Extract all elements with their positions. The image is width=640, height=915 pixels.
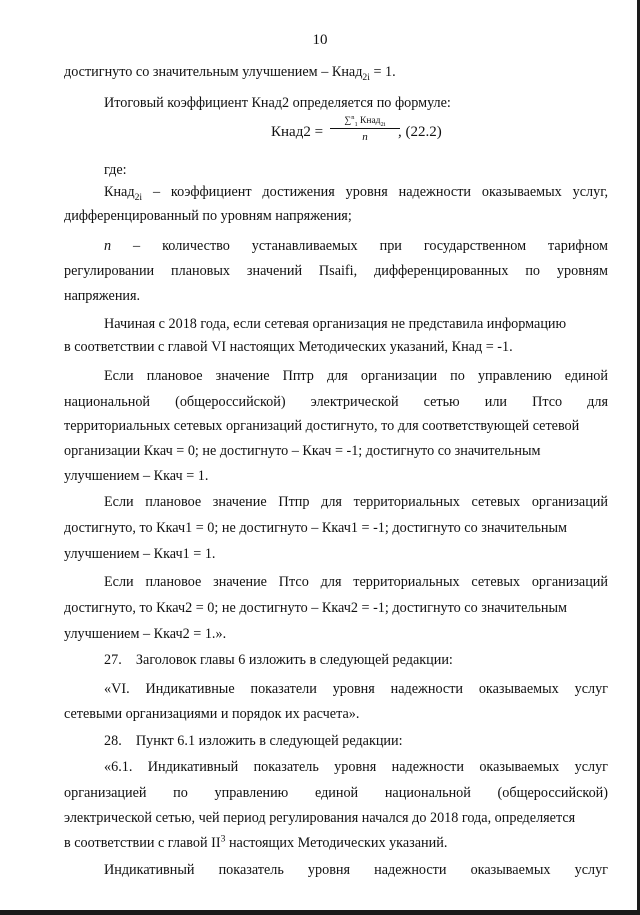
sum-symbol: ∑ <box>344 116 352 126</box>
page-number: 10 <box>312 32 328 48</box>
text-line: достигнуто, то Ккач2 = 0; не достигнуто – Ккач2 = -1; достигнуто со значительным <box>64 600 568 616</box>
text-line: 27. Заголовок главы 6 изложить в следующей редакции: <box>104 652 453 668</box>
text-fragment: – коэффициент достижения уровня надежности оказываемых услуг, <box>142 184 608 200</box>
subscript: 1 <box>354 120 358 128</box>
symbol: Кнад <box>104 184 135 200</box>
text-line: Итоговый коэффициент Кнад2 определяется по формуле: <box>104 95 451 111</box>
text-line: электрической сетью, чей период регулирования начался до 2018 года, определяется <box>64 810 576 826</box>
text-line <box>64 833 447 853</box>
text-line: регулировании плановых значений Пsaifi, дифференцированных по уровням <box>64 263 608 279</box>
scan-border-bottom <box>0 910 640 915</box>
text-fragment: = 1. <box>369 64 396 80</box>
subscript: 2i <box>362 71 370 83</box>
formula-numerator <box>330 115 400 127</box>
text-line: улучшением – Ккач = 1. <box>64 468 209 484</box>
text-line: дифференцированный по уровням напряжения; <box>64 208 352 224</box>
text-fragment: настоящих Методических указаний. <box>225 835 448 851</box>
formula-denominator: n <box>362 131 368 143</box>
text-line: «VI. Индикативные показатели уровня надежности оказываемых услуг <box>104 681 608 697</box>
subscript: 2i <box>134 191 143 203</box>
text-line: организацией по управлению единой национальной (общероссийской) <box>64 785 608 801</box>
text-line: Начиная с 2018 года, если сетевая организация не представила информацию <box>104 316 567 332</box>
text-fragment: Кнад <box>360 116 381 126</box>
subscript: 2i <box>380 120 386 128</box>
text-line: достигнуто, то Ккач1 = 0; не достигнуто – Ккач1 = -1; достигнуто со значительным <box>64 520 568 536</box>
symbol: n <box>104 238 112 254</box>
text-fragment: – количество устанавливаемых при государственном тарифном <box>111 238 608 254</box>
text-line: территориальных сетевых организаций достигнуто, то для соответствующей сетевой <box>64 418 580 434</box>
text-fragment: достигнуто со значительным улучшением – Кнад <box>64 64 363 80</box>
text-line: Если плановое значение Птсо для территориальных сетевых организаций <box>104 574 608 590</box>
formula-ref: , (22.2) <box>398 124 442 140</box>
text-line: 28. Пункт 6.1 изложить в следующей редакции: <box>104 733 403 749</box>
text-line: улучшением – Ккач1 = 1. <box>64 546 216 562</box>
text-line: в соответствии с главой VI настоящих Методических указаний, Кнад = -1. <box>64 339 513 355</box>
text-line: сетевыми организациями и порядок их расчета». <box>64 706 360 722</box>
fraction-bar <box>330 128 400 129</box>
text-line: Если плановое значение Птпр для территориальных сетевых организаций <box>104 494 608 510</box>
text-line <box>104 182 608 202</box>
formula-fraction <box>330 115 400 143</box>
formula-lhs: Кнад2 = <box>271 124 324 140</box>
text-line: напряжения. <box>64 288 141 304</box>
text-line: Индикативный показатель уровня надежности оказываемых услуг <box>104 862 608 878</box>
text-line <box>104 236 608 256</box>
text-line: национальной (общероссийской) электрической сетью или Птсо для <box>64 394 608 410</box>
text-line: «6.1. Индикативный показатель уровня надежности оказываемых услуг <box>104 759 608 775</box>
text-line: улучшением – Ккач2 = 1.». <box>64 626 227 642</box>
superscript: 3 <box>220 833 226 845</box>
text-line: организации Ккач = 0; не достигнуто – Ккач = -1; достигнуто со значительным <box>64 443 541 459</box>
text-line: Если плановое значение Пптр для организации по управлению единой <box>104 368 608 384</box>
text-fragment: в соответствии с главой II <box>64 835 221 851</box>
superscript: n <box>351 113 355 121</box>
text-line: где: <box>104 162 127 178</box>
text-line <box>64 62 396 82</box>
